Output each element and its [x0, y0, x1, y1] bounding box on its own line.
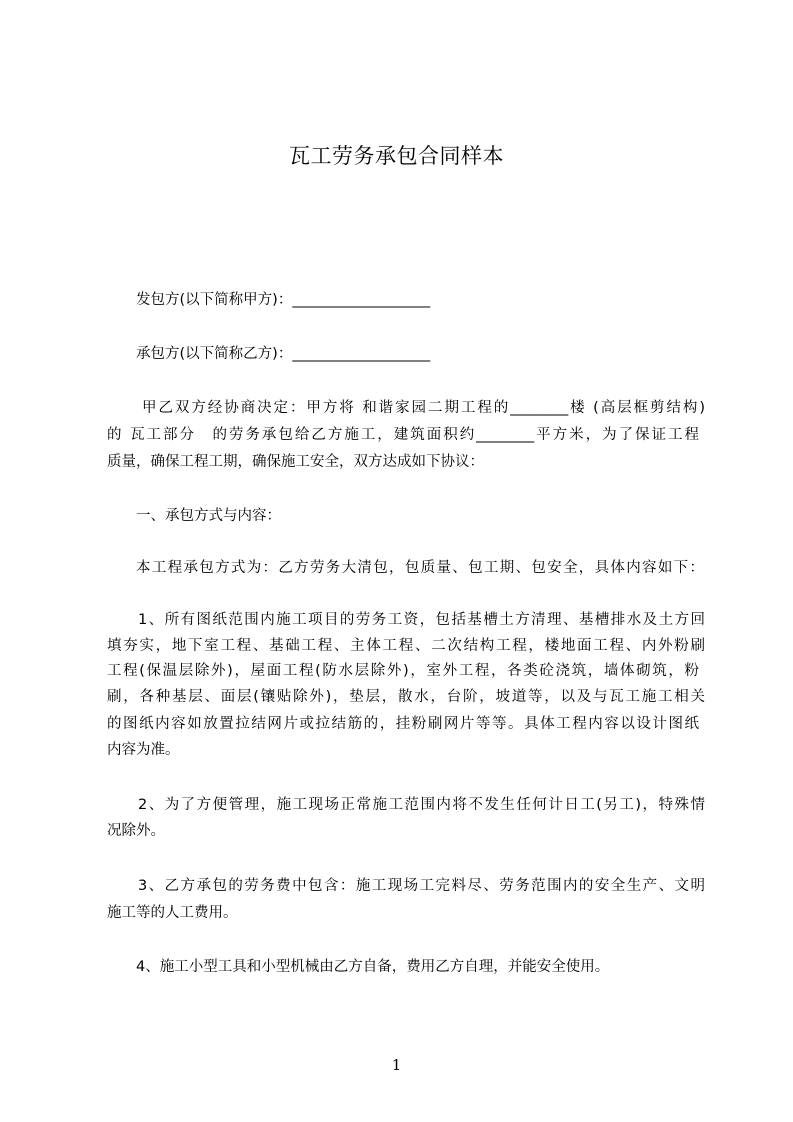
item4-line: 4、施工小型工具和小型机械由乙方自备，费用乙方自理，并能安全使用。 — [136, 959, 610, 975]
item2-line-2: 况除外。 — [107, 823, 165, 839]
party-b-line: 承包方(以下简称乙方)：___________________ — [136, 346, 431, 362]
item3-line-1: 3、乙方承包的劳务费中包含：施工现场工完料尽、劳务范围内的安全生产、文明 — [138, 878, 705, 894]
party-a-line: 发包方(以下简称甲方)：___________________ — [136, 292, 431, 308]
item1-line-3: 工程(保温层除外)，屋面工程(防水层除外)，室外工程，各类砼浇筑，墙体砌筑，粉 — [107, 663, 699, 679]
page-number: 1 — [391, 1056, 402, 1074]
intro-line-1: 甲乙双方经协商决定：甲方将 和谐家园二期工程的________楼 (高层框剪结构) — [142, 400, 705, 416]
item1-line-1: 1、所有图纸范围内施工项目的劳务工资，包括基槽土方清理、基槽排水及土方回 — [138, 612, 705, 628]
item1-line-2: 填夯实，地下室工程、基础工程、主体工程、二次结构工程，楼地面工程、内外粉刷 — [107, 638, 705, 654]
item1-line-5: 的图纸内容如放置拉结网片或拉结筋的，挂粉刷网片等等。具体工程内容以设计图纸 — [107, 716, 699, 732]
section1-description: 本工程承包方式为：乙方劳务大清包，包质量、包工期、包安全，具体内容如下： — [136, 560, 704, 576]
item1-line-4: 刷，各种基层、面层(镶贴除外)，垫层，散水，台阶，坡道等，以及与瓦工施工相关 — [107, 689, 705, 705]
section1-heading: 一、承包方式与内容： — [136, 508, 281, 524]
document-title: 瓦工劳务承包合同样本 — [289, 144, 504, 168]
intro-line-3: 质量，确保工程工期，确保施工安全，双方达成如下协议： — [107, 454, 484, 470]
intro-line-2: 的 瓦工部分 的劳务承包给乙方施工，建筑面积约________平方米，为了保证工程 — [107, 427, 699, 443]
item3-line-2: 施工等的人工费用。 — [107, 905, 238, 921]
item2-line-1: 2、为了方便管理，施工现场正常施工范围内将不发生任何计日工(另工)，特殊情 — [138, 797, 705, 813]
item1-line-6: 内容为准。 — [107, 742, 180, 758]
